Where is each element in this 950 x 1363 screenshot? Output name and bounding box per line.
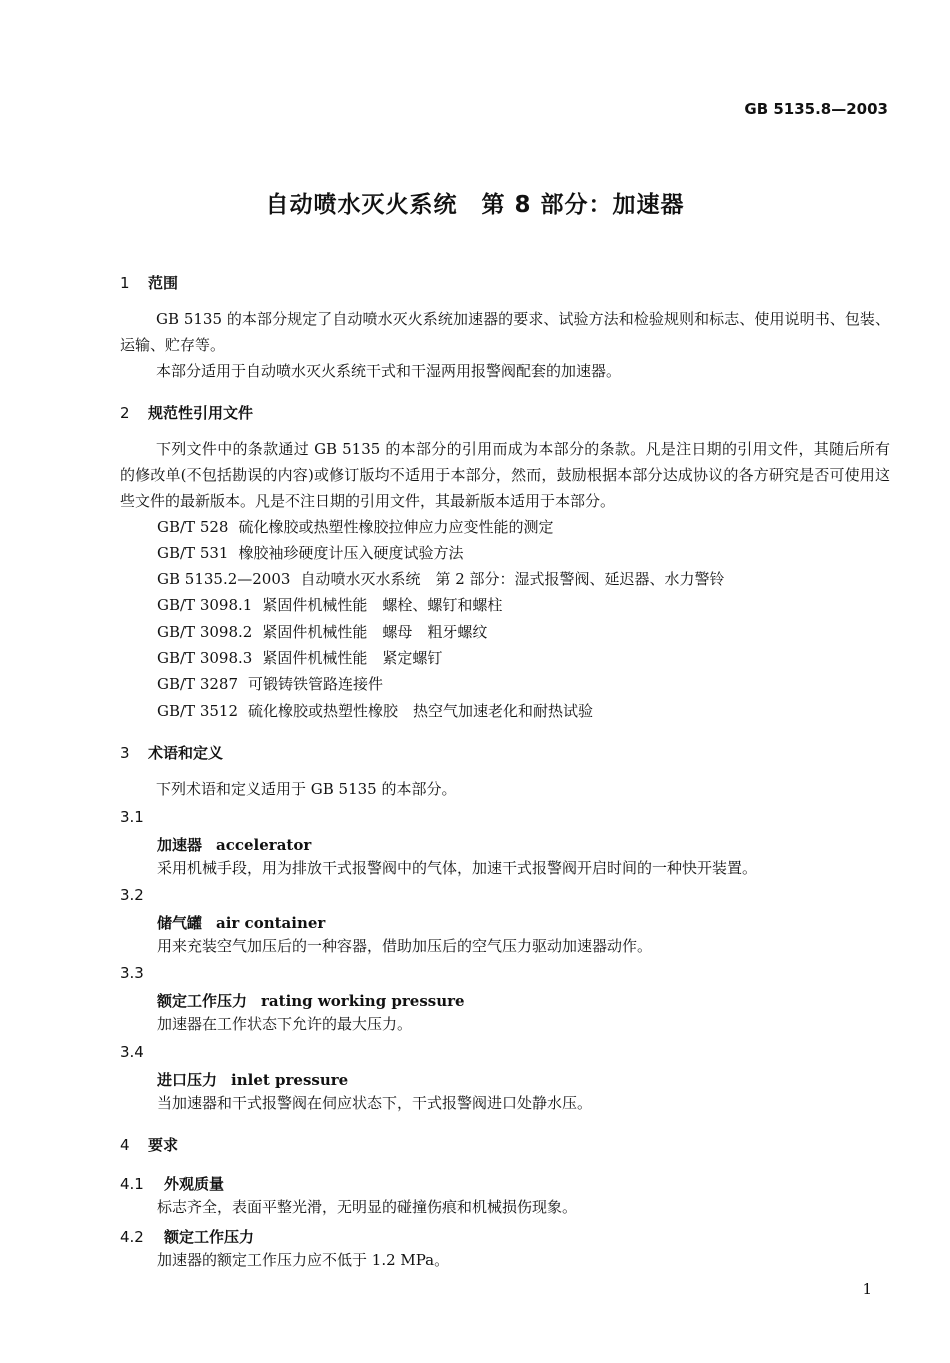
reference-title: 自动喷水灭水系统 第 2 部分：湿式报警阀、延迟器、水力警铃	[300, 570, 725, 588]
section-title: 规范性引用文件	[148, 404, 254, 422]
section-1-paragraph-1: GB 5135 的本部分规定了自动喷水灭火系统加速器的要求、试验方法和检验规则和标志、使用说明书、包装、运输、贮存等。	[120, 310, 890, 354]
subsection-text: 标志齐全，表面平整光滑，无明显的碰撞伤痕和机械损伤现象。	[157, 1198, 578, 1216]
term-number: 3.4	[120, 1043, 144, 1061]
term-chinese: 额定工作压力	[157, 992, 248, 1010]
reference-title: 硫化橡胶或热塑性橡胶 热空气加速老化和耐热试验	[248, 702, 594, 720]
subsection-title: 额定工作压力	[164, 1228, 255, 1246]
section-3-paragraph: 下列术语和定义适用于 GB 5135 的本部分。	[156, 780, 457, 798]
reference-item	[157, 592, 502, 618]
reference-item	[157, 645, 442, 671]
section-title: 术语和定义	[148, 744, 224, 762]
term-number: 3.1	[120, 808, 144, 826]
term-english: rating working pressure	[261, 992, 465, 1010]
reference-item	[157, 566, 725, 592]
section-2-heading	[120, 402, 253, 423]
reference-code: GB/T 3098.3	[157, 649, 253, 667]
reference-code: GB 5135.2—2003	[157, 570, 291, 588]
section-title: 范围	[148, 274, 179, 292]
term-english: inlet pressure	[231, 1071, 349, 1089]
section-title: 要求	[148, 1136, 179, 1154]
term-english: air container	[216, 914, 326, 932]
subsection-title: 外观质量	[164, 1175, 225, 1193]
subsection-text: 加速器的额定工作压力应不低于 1.2 MPa。	[157, 1251, 450, 1269]
section-number: 4	[120, 1136, 130, 1154]
term-chinese: 加速器	[157, 836, 203, 854]
term-chinese: 进口压力	[157, 1071, 218, 1089]
section-3-heading	[120, 742, 223, 763]
reference-title: 硫化橡胶或热塑性橡胶拉伸应力应变性能的测定	[238, 518, 554, 536]
term-definition: 加速器在工作状态下允许的最大压力。	[157, 1015, 413, 1033]
reference-item	[157, 619, 487, 645]
section-2-paragraph: 下列文件中的条款通过 GB 5135 的本部分的引用而成为本部分的条款。凡是注日期的引用文件，其随后所有的修改单(不包括勘误的内容)或修订版均不适用于本部分，然而，鼓励根据本部分达成协议的各方研究是否可使用这些文件的最新版本。凡是不注日期的引用文件，其最新版本适用于本部分。	[120, 440, 890, 510]
reference-code: GB/T 528	[157, 518, 229, 536]
section-1-paragraph-2: 本部分适用于自动喷水灭火系统干式和干湿两用报警阀配套的加速器。	[156, 362, 622, 380]
reference-title: 紧固件机械性能 螺母 粗牙螺纹	[262, 623, 488, 641]
term-number: 3.2	[120, 886, 144, 904]
reference-item	[157, 698, 593, 724]
term-heading	[157, 834, 311, 855]
reference-title: 紧固件机械性能 紧定螺钉	[262, 649, 443, 667]
term-heading	[157, 1069, 348, 1090]
standard-code: GB 5135.8—2003	[744, 100, 888, 118]
section-4-heading	[120, 1134, 178, 1155]
reference-title: 可锻铸铁管路连接件	[248, 675, 384, 693]
reference-code: GB/T 3512	[157, 702, 239, 720]
term-chinese: 储气罐	[157, 914, 203, 932]
term-english: accelerator	[216, 836, 312, 854]
reference-code: GB/T 3287	[157, 675, 239, 693]
reference-title: 橡胶袖珍硬度计压入硬度试验方法	[238, 544, 464, 562]
reference-code: GB/T 531	[157, 544, 229, 562]
subsection-number: 4.1	[120, 1175, 144, 1193]
subsection-number: 4.2	[120, 1228, 144, 1246]
term-definition: 当加速器和干式报警阀在伺应状态下，干式报警阀进口处静水压。	[157, 1094, 593, 1112]
term-heading	[157, 990, 465, 1011]
section-1-heading	[120, 272, 178, 293]
reference-code: GB/T 3098.2	[157, 623, 253, 641]
term-definition: 用来充装空气加压后的一种容器，借助加压后的空气压力驱动加速器动作。	[157, 937, 653, 955]
subsection-heading	[120, 1226, 254, 1247]
section-number: 1	[120, 274, 130, 292]
reference-item	[157, 671, 383, 697]
page-number: 1	[862, 1280, 872, 1298]
section-number: 2	[120, 404, 130, 422]
reference-code: GB/T 3098.1	[157, 596, 253, 614]
term-definition: 采用机械手段，用为排放干式报警阀中的气体，加速干式报警阀开启时间的一种快开装置。	[157, 859, 758, 877]
reference-item	[157, 514, 553, 540]
reference-item	[157, 540, 463, 566]
reference-title: 紧固件机械性能 螺栓、螺钉和螺柱	[262, 596, 503, 614]
term-heading	[157, 912, 325, 933]
subsection-heading	[120, 1173, 224, 1194]
document-title: 自动喷水灭火系统 第 8 部分：加速器	[265, 192, 685, 218]
term-number: 3.3	[120, 964, 144, 982]
section-number: 3	[120, 744, 130, 762]
